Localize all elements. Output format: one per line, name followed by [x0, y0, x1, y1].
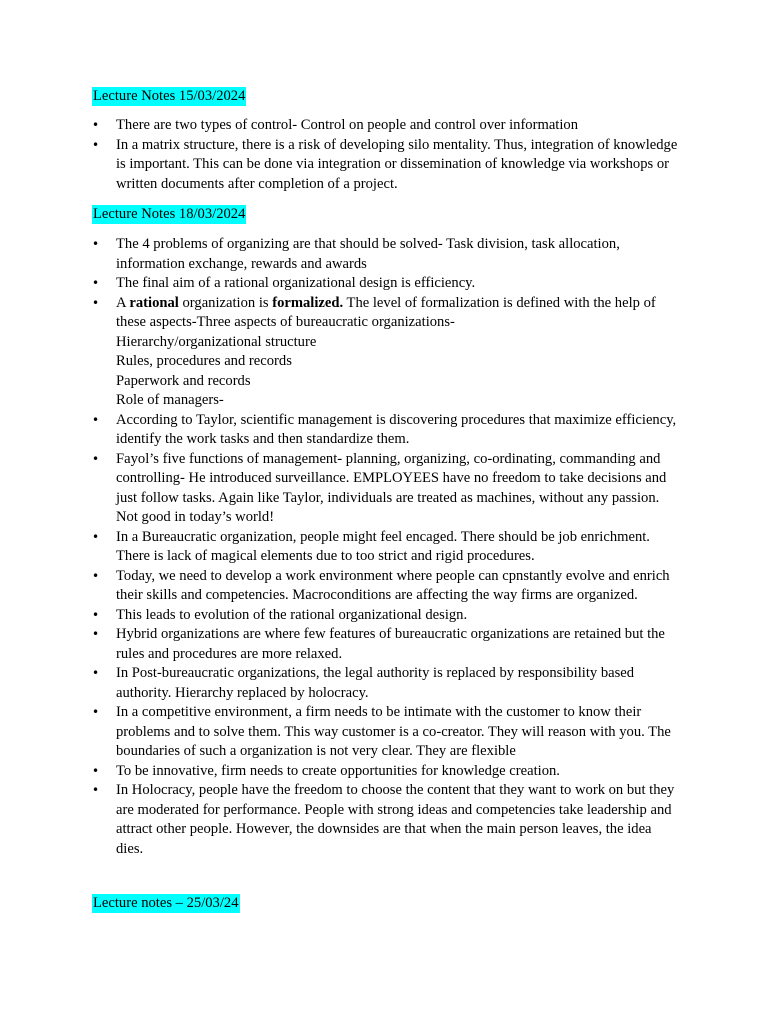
highlighted-heading: Lecture Notes 15/03/2024	[93, 88, 246, 104]
bullet-list-1	[92, 116, 682, 194]
list-item: • Today, we need to develop a work environment where people can cpnstantly evolve and enrich their skills and competencies. Macroconditions are affecting the way firms are organized.	[92, 567, 682, 606]
list-item: • This leads to evolution of the rational organizational design.	[92, 606, 682, 626]
sub-line: Role of managers-	[116, 392, 224, 408]
sub-line: Rules, procedures and records	[116, 353, 292, 369]
list-item: • There are two types of control- Control on people and control over information	[92, 116, 682, 136]
list-item: • Hybrid organizations are where few features of bureaucratic organizations are retained but the rules and procedures are more relaxed.	[92, 625, 682, 664]
text-suffix: The level of formalization is defined with the help of these aspects-Three aspects of bureaucratic organizations-	[116, 294, 656, 330]
list-item: • In Post-bureaucratic organizations, the legal authority is replaced by responsibility based authority. Hierarchy replaced by holocracy.	[92, 664, 682, 703]
highlighted-heading: Lecture notes – 25/03/24	[93, 895, 239, 911]
list-item: • To be innovative, firm needs to create opportunities for knowledge creation.	[92, 762, 682, 782]
text-mid: organization is	[178, 294, 273, 311]
highlighted-heading: Lecture Notes 18/03/2024	[93, 206, 246, 222]
section-heading-2	[92, 205, 246, 224]
list-item: • In a competitive environment, a firm needs to be intimate with the customer to know their problems and to solve them. This way customer is a co-creator. They will reason with you. The boundaries of such a organization is not very clear. They are flexible	[92, 703, 682, 762]
list-item: • In a matrix structure, there is a risk of developing silo mentality. Thus, integration of knowledge is important. This can be done via integration or dissemination of knowledge via workshops or written documents after completion of a project.	[92, 136, 682, 195]
list-item	[92, 294, 682, 411]
bold-term-formalized: formalized.	[272, 294, 344, 311]
list-item: • The 4 problems of organizing are that should be solved- Task division, task allocation, information exchange, rewards and awards	[92, 235, 682, 274]
sub-line: Paperwork and records	[116, 372, 251, 389]
list-item: • The final aim of a rational organizational design is efficiency.	[92, 274, 682, 294]
text-prefix: A	[116, 294, 130, 311]
list-item: • In Holocracy, people have the freedom to choose the content that they want to work on but they are moderated for performance. People with strong ideas and competencies take leadership and attract other people. However, the downsides are that when the main person leaves, the idea dies.	[92, 781, 682, 859]
bold-term-rational: rational	[129, 294, 179, 311]
list-item: • In a Bureaucratic organization, people might feel encaged. There should be job enrichment. There is lack of magical elements due to too strict and rigid procedures.	[92, 528, 682, 567]
sub-line: Hierarchy/organizational structure	[116, 333, 317, 350]
bullet-list-2	[92, 235, 682, 859]
list-item: • Fayol’s five functions of management- planning, organizing, co-ordinating, commanding and controlling- He introduced surveillance. EMPLOYEES have no freedom to take decisions and just follow tasks. Again like Taylor, individuals are treated as machines, without any passion. Not good in today’s world!	[92, 450, 682, 528]
section-heading-1	[92, 87, 246, 106]
section-heading-3	[92, 894, 240, 913]
list-item: • According to Taylor, scientific management is discovering procedures that maximize efficiency, identify the work tasks and then standardize them.	[92, 411, 682, 450]
